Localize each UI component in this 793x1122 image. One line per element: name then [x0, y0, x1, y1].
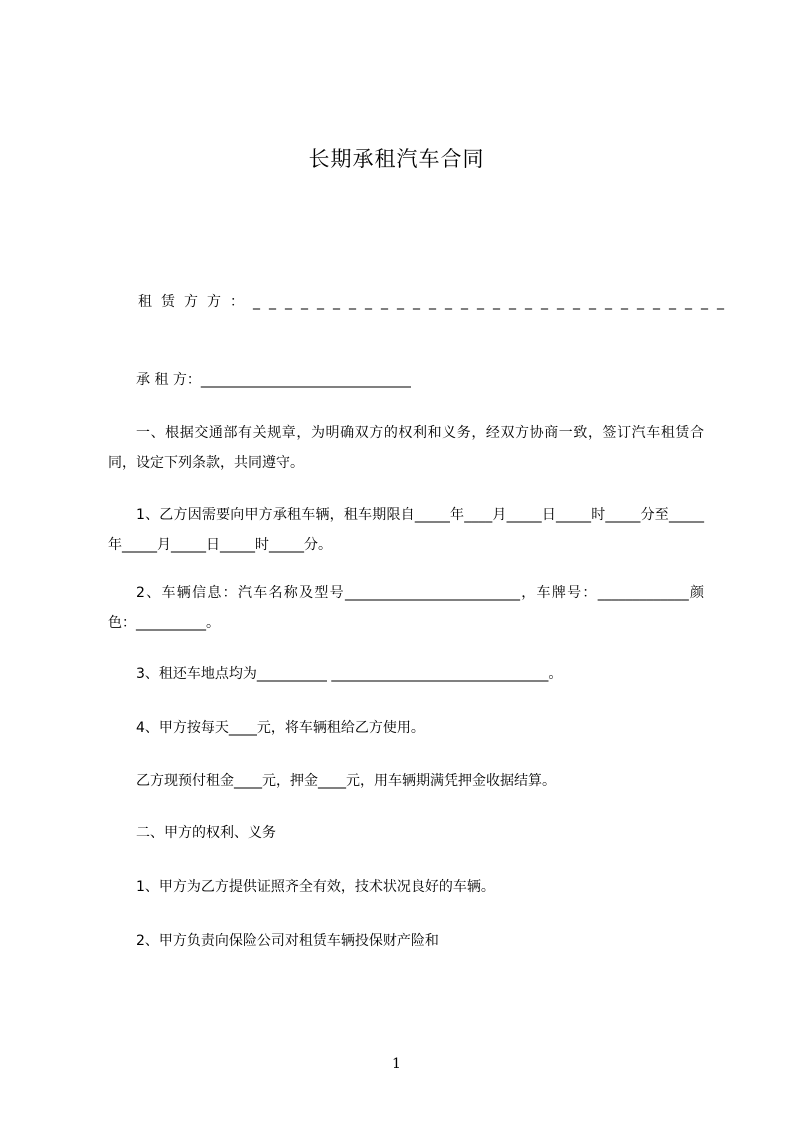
- paragraph-rental-period: 1、乙方因需要向甲方承租车辆，租车期限自_____年____月_____日_____时_____分至_____年_____月_____日_____时_____分。: [108, 507, 704, 553]
- paragraph-lessor-duty-1: 1、甲方为乙方提供证照齐全有效，技术状况良好的车辆。: [136, 879, 495, 895]
- paragraph-prepayment: 乙方现预付租金____元，押金____元，用车辆期满凭押金收据结算。: [136, 773, 556, 789]
- page-title: 长期承租汽车合同: [308, 147, 485, 171]
- paragraph-location: 3、租还车地点均为__________ _______________________________。: [136, 666, 563, 682]
- page-number: 1: [392, 1056, 401, 1072]
- paragraph-daily-rate: 4、甲方按每天____元，将车辆租给乙方使用。: [136, 720, 425, 736]
- paragraph-lessor-duty-2: 2、甲方负责向保险公司对租赁车辆投保财产险和: [136, 933, 439, 949]
- paragraph-purpose: 一、根据交通部有关规章，为明确双方的权利和义务，经双方协商一致，签订汽车租赁合同，设定下列条款，共同遵守。: [108, 425, 704, 471]
- lessor-line: 租赁方方：______________________________: [138, 294, 733, 310]
- section-heading-lessor-rights: 二、甲方的权利、义务: [136, 825, 276, 841]
- lessee-line: 承 租 方：______________________________: [136, 372, 411, 388]
- paragraph-vehicle-info: 2、车辆信息：汽车名称及型号_________________________，车牌号：_____________颜色：__________。: [108, 585, 704, 631]
